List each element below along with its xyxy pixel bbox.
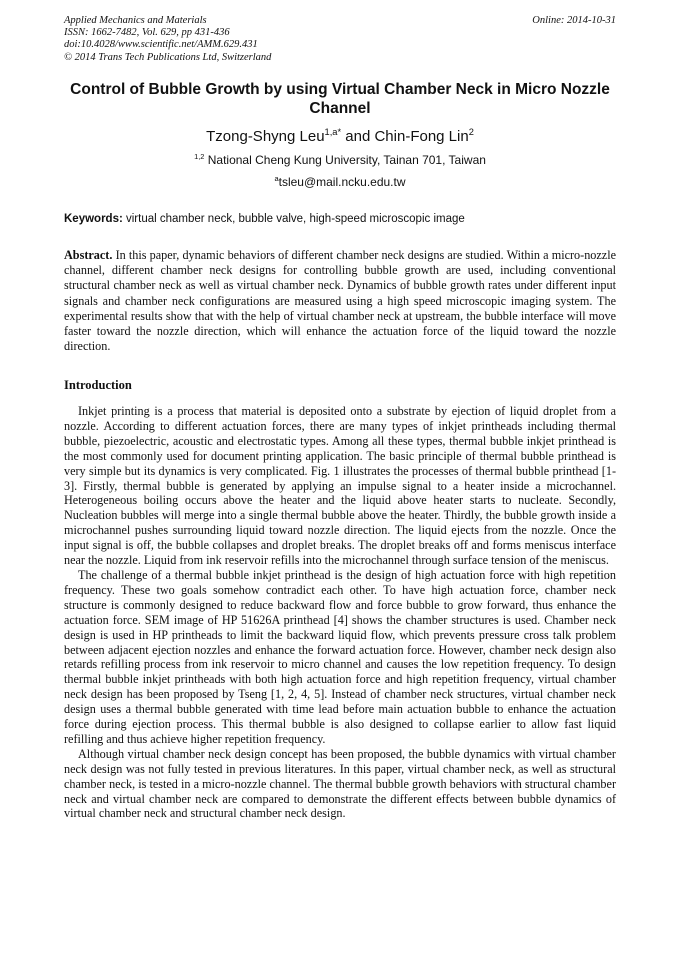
body-paragraph: Inkjet printing is a process that material is deposited onto a substrate by ejection of liquid droplet from a nozzle. According to different actuation forces, there are many types of inkjet printheads including thermal bubble, piezoelectric, acoustic and electrostatic types. Among all these types, thermal bubble inkjet printhead is the most commonly used for document printing application. The basic principle of thermal bubble printhead is very simple but its dynamics is very complicated. Fig. 1 illustrates the processes of thermal bubble printhead [1-3]. Firstly, thermal bubble is generated by applying an impulse signal to a heater inside a microchannel. Heterogeneous boiling occurs above the heater and the liquid above heater starts to nucleate. Secondly, Nucleation bubbles will merge into a single thermal bubble above the heater. Thirdly, the bubble growth inside a microchannel pushes surrounding liquid toward nozzle direction. The liquid ejects from the nozzle. Once the input signal is off, the bubble collapses and droplet breaks. The droplet breaks off and forms meniscus interface near the nozzle. Liquid from ink reservoir refills into the microchannel through surface tension of the meniscus. (64, 404, 616, 568)
author-2-affiliation-mark: 2 (468, 127, 474, 137)
introduction-body (64, 404, 616, 821)
author-connector: and (341, 128, 375, 145)
body-paragraph: Although virtual chamber neck design concept has been proposed, the bubble dynamics with virtual chamber neck design was not fully tested in previous literatures. In this paper, virtual chamber neck, as well as structural chamber neck, is tested in a micro-nozzle channel. The thermal bubble growth behaviors with structural chamber neck and virtual chamber neck are compared to demonstrate the different effects between bubble dynamics of virtual chamber neck and structural chamber neck design. (64, 746, 616, 821)
section-heading-introduction: Introduction (64, 378, 132, 392)
author-1-affiliation-mark: 1,a* (324, 127, 342, 137)
affiliation-text: National Cheng Kung University, Tainan 701, Taiwan (204, 153, 486, 167)
keywords-label: Keywords: (64, 213, 123, 225)
author-email (64, 175, 616, 190)
online-date: Online: 2014-10-31 (532, 15, 616, 26)
author-line (64, 128, 616, 146)
author-2: Chin-Fong Lin (374, 128, 469, 145)
abstract-text: In this paper, dynamic behaviors of different chamber neck designs are studied. Within a micro-nozzle channel, different chamber neck designs for controlling bubble growth are used, including conventional structural chamber neck as well as virtual chamber neck. Dynamics of bubble growth rates under different input signals and chamber neck configurations are measured using a high speed microscopic imaging system. The experimental results show that with the help of virtual chamber neck at upstream, the bubble interface will move faster toward the nozzle direction, which will enhance the actuation force of the liquid toward the nozzle direction. (64, 248, 616, 354)
affiliation (64, 153, 616, 168)
journal-name: Applied Mechanics and Materials (64, 15, 207, 26)
journal-copyright: © 2014 Trans Tech Publications Ltd, Switzerland (64, 51, 272, 63)
journal-issn: ISSN: 1662-7482, Vol. 629, pp 431-436 (64, 27, 230, 39)
email-text: tsleu@mail.ncku.edu.tw (278, 175, 406, 189)
abstract (64, 248, 616, 354)
keywords (64, 212, 616, 226)
abstract-label: Abstract. (64, 248, 113, 262)
journal-header (64, 15, 616, 64)
paper-title: Control of Bubble Growth by using Virtual Chamber Neck in Micro Nozzle Channel (70, 81, 610, 117)
keywords-text: virtual chamber neck, bubble valve, high-speed microscopic image (122, 213, 465, 225)
author-1: Tzong-Shyng Leu (206, 128, 325, 145)
body-paragraph: The challenge of a thermal bubble inkjet printhead is the design of high actuation force with high repetition frequency. These two goals somehow contradict each other. To have high actuation force, chamber neck structure is commonly designed to reduce backward flow and force bubble to grow forward, thus enhance the actuation force. SEM image of HP 51626A printhead [4] shows the chamber structures is used. Chamber neck design is used in HP printheads to limit the backward liquid flow, which prevents pressure cross talk problem between adjacent ejection nozzles and enhance the forward actuation force. However, chamber neck design also retards refilling process from ink reservoir to micro channel and causes the low repetition frequency. To design thermal bubble inkjet printheads with both high actuation force and high repetition frequency, virtual chamber neck design has been proposed by Tseng [1, 2, 4, 5]. Instead of chamber neck structures, virtual chamber neck design uses a thermal bubble generated with time lead before main actuation bubble to enhance the actuation force during ejection process. This thermal bubble is also designed to collapse earlier to allow fast liquid refilling and thus achieve higher repetition frequency. (64, 567, 616, 746)
journal-doi: doi:10.4028/www.scientific.net/AMM.629.431 (64, 39, 258, 51)
email-mark: a (274, 174, 279, 183)
affiliation-mark: 1,2 (194, 152, 205, 161)
